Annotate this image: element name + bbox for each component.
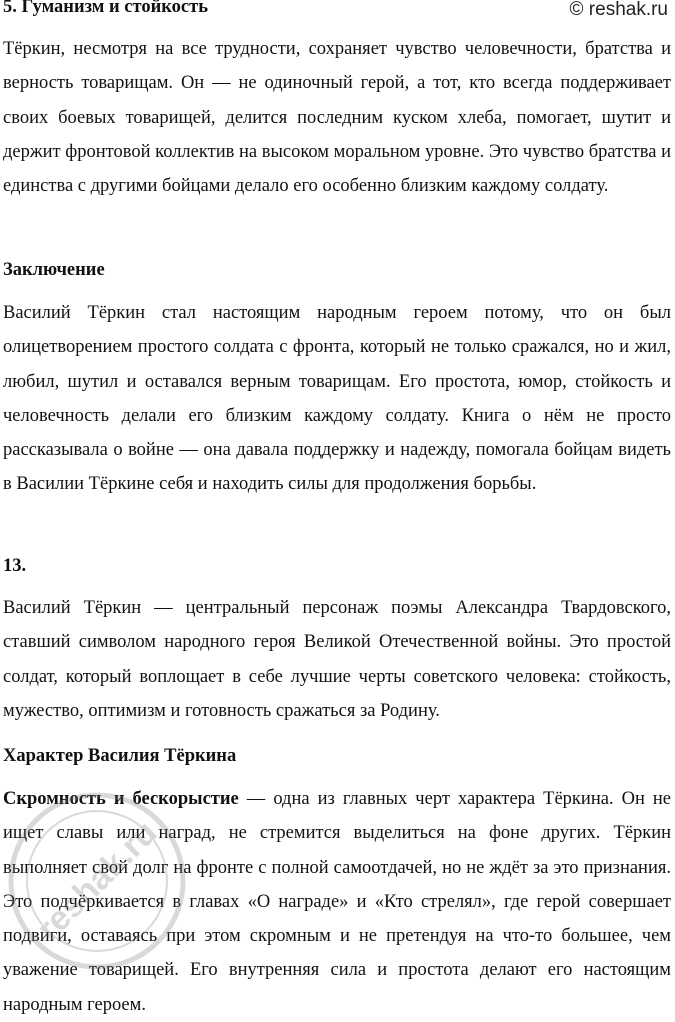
section-title-humanism: 5. Гуманизм и стойкость bbox=[3, 0, 209, 17]
modesty-lead: Скромность и бескорыстие bbox=[3, 789, 239, 809]
paragraph-conclusion: Василий Тёркин стал настоящим народным героем потому, что он был олицетворением простого солдата с фронта, который не только сражался, но и жил, любил, шутил и оставался верным товарищам. Его простота, юмор, стойкость и человечность делали его близким каждому солдату. Книга о нём не просто рассказывала о войне — она давала поддержку и надежду, помогала бойцам видеть в Василии Тёркине себя и находить силы для продолжения борьбы. bbox=[3, 303, 671, 495]
watermark-text: reshak.ru bbox=[29, 813, 165, 949]
paragraph-modesty bbox=[3, 782, 671, 1022]
task-number-13: 13. bbox=[3, 556, 27, 576]
copyright-label: © reshak.ru bbox=[569, 0, 668, 20]
paragraph-task13: Василий Тёркин — центральный персонаж поэмы Александра Твардовского, ставший символом народного героя Великой Отечественной войны. Это простой солдат, который воплощает в себе лучшие черты советского человека: стойкость, мужество, оптимизм и готовность сражаться за Родину. bbox=[3, 598, 671, 721]
section-title-character: Характер Василия Тёркина bbox=[3, 746, 237, 766]
paragraph-humanism: Тёркин, несмотря на все трудности, сохраняет чувство человечности, братства и верность товарищам. Он — не одиночный герой, а тот, кто всегда поддерживает своих боевых товарищей, делится последним куском хлеба, помогает, шутит и держит фронтовой коллектив на высоком моральном уровне. Это чувство братства и единства с другими бойцами делало его особенно близким каждому солдату. bbox=[3, 39, 671, 197]
section-title-conclusion: Заключение bbox=[3, 260, 105, 280]
modesty-text: — одна из главных черт характера Тёркина. Он не ищет славы или наград, не стремится выделиться на фоне других. Тёркин выполняет свой долг на фронте с полной самоотдачей, но не ждёт за это признания. Это подчёркивается в главах «О награде» и «Кто стрелял», где герой совершает подвиги, оставаясь при этом скромным и не претендуя на что-то большее, чем уважение товарищей. Его внутренняя сила и простота делают его настоящим народным героем. bbox=[3, 789, 671, 1015]
